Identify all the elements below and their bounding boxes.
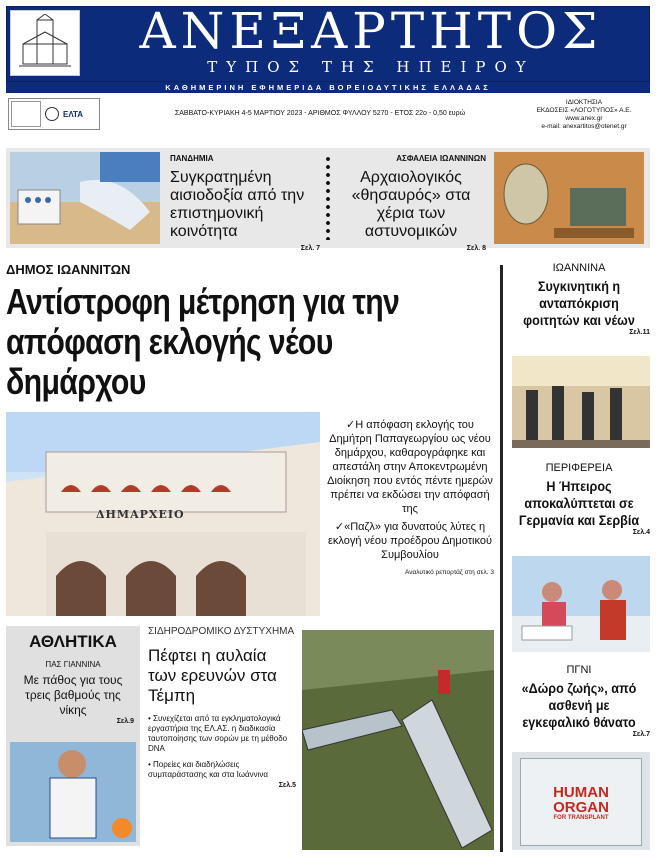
teaser-pandemic[interactable]: ΠΑΝΔΗΜΙΑ Συγκρατημένη αισιοδοξία από την επιστημονική κοινότητα Σελ. 7 — [170, 154, 320, 252]
lead-ref: Αναλυτικό ρεπορτάζ στη σελ. 3 — [405, 569, 494, 576]
box-organ: ORGAN — [553, 799, 609, 816]
tourism-fair-photo — [512, 556, 650, 652]
sport-page: Σελ.9 — [116, 718, 134, 725]
lead-bullet: ✓Η απόφαση εκλογής του Δημήτρη Παπαγεωργίου ως νέου δημάρχου, καθαρογράφηκε και απεστάλη στην Αποκεντρωμένη Διοίκηση που εντός πέντε ημερών πρέπει να εκδώσει την απόφασή της — [327, 419, 493, 515]
sport-section: ΑΘΛΗΤΙΚΑ — [29, 632, 117, 651]
lab-test-photo — [10, 152, 160, 244]
rail-story[interactable] — [148, 626, 296, 789]
lead-bullets — [326, 418, 494, 580]
newspaper-title: ΑΝΕΞΑΡΤΗΤΟΣ — [139, 2, 603, 60]
church-logo — [10, 10, 80, 76]
box-human: HUMAN — [553, 784, 609, 801]
sport-headline[interactable]: Με πάθος για τους τρεις βαθμούς της νίκης — [23, 673, 123, 717]
rail-kicker: ΣΙΔΗΡΟΔΡΟΜΙΚΟ ΔΥΣΤΥΧΗΜΑ — [148, 626, 295, 637]
right-story-2[interactable]: ΠΕΡΙΦΕΡΕΙΑ Η Ήπειρος αποκαλύπτεται σε Γερμανία και Σερβία Σελ.4 — [518, 462, 650, 536]
issue-info: ΣΑΒΒΑΤΟ-ΚΥΡΙΑΚΗ 4-5 ΜΑΡΤΙΟΥ 2023 - ΑΡΙΘΜΟΣ ΦΥΛΛΟΥ 5270 - ΕΤΟΣ 22ο - 0,50 ευρώ — [174, 110, 466, 117]
rail-headline: Πέφτει η αυλαία των ερευνών στα Τέμπη — [148, 646, 277, 705]
sport-box — [6, 626, 140, 846]
town-hall-sign: ΔΗΜΑΡΧΕΙΟ — [96, 508, 185, 521]
newspaper-subtitle: ΤΥΠΟΣ ΤΗΣ ΗΠΕΙΡΟΥ — [207, 58, 535, 76]
right-story-3[interactable]: ΠΓΝΙ «Δώρο ζωής», από ασθενή με εγκεφαλικό θάνατο Σελ.7 — [521, 664, 650, 738]
lead-bullet: ✓«Παζλ» για δυνατούς λύτες η εκλογή νέου προέδρου Δημοτικού Συμβουλίου — [327, 521, 492, 561]
organ-box-photo — [512, 752, 650, 850]
students-photo — [512, 356, 650, 448]
rail-bullet: • Συνεχίζεται από τα εγκληματολογικά εργαστήρια της ΕΛ.ΑΣ. η διαδικασία ταυτοποίησης των σορών με τη μέθοδο DNA — [148, 714, 288, 753]
column-rule — [500, 265, 503, 852]
rail-page: Σελ.5 — [278, 782, 296, 789]
box-transplant: FOR TRANSPLANT — [553, 815, 609, 821]
teaser-police[interactable]: ΑΣΦΑΛΕΙΑ ΙΩΑΝΝΙΝΩΝ Αρχαιολογικός «θησαυρός» στα χέρια των αστυνομικών Σελ. 8 — [351, 154, 486, 252]
lead-headline[interactable]: Αντίστροφη μέτρηση για την απόφαση εκλογής νέου δημάρχου — [6, 281, 400, 402]
lead-kicker: ΔΗΜΟΣ ΙΩΑΝΝΙΤΩΝ — [6, 262, 131, 277]
train-crash-photo — [302, 630, 494, 850]
rail-bullet: • Πορείες και διαδηλώσεις συμπαράστασης και στα Ιωάννινα — [148, 760, 269, 779]
antiquities-photo — [494, 152, 644, 244]
owner-info: ΙΔΙΟΚΤΗΣΙΑ ΕΚΔΟΣΕΙΣ «ΛΟΓΟΤΥΠΟΣ» Α.Ε. www.anex.gr e-mail: anexartitos@otenet.gr — [536, 99, 632, 130]
town-hall-photo — [6, 412, 320, 616]
right-story-1[interactable]: ΙΩΑΝΝΙΝΑ Συγκινητική η ανταπόκριση φοιτητών και νέων Σελ.11 — [523, 262, 650, 336]
elta-label: ΕΛΤΑ — [63, 109, 84, 119]
sport-kicker: ΠΑΣ ΓΙΑΝΝΙΝΑ — [45, 660, 101, 669]
postal-badge — [8, 98, 100, 130]
tagline: ΚΑΘΗΜΕΡΙΝΗ ΕΦΗΜΕΡΙΔΑ ΒΟΡΕΙΟΔΥΤΙΚΗΣ ΕΛΛΑΔΑΣ — [6, 82, 650, 93]
footballer-photo — [10, 742, 136, 842]
divider-dots — [326, 155, 330, 240]
